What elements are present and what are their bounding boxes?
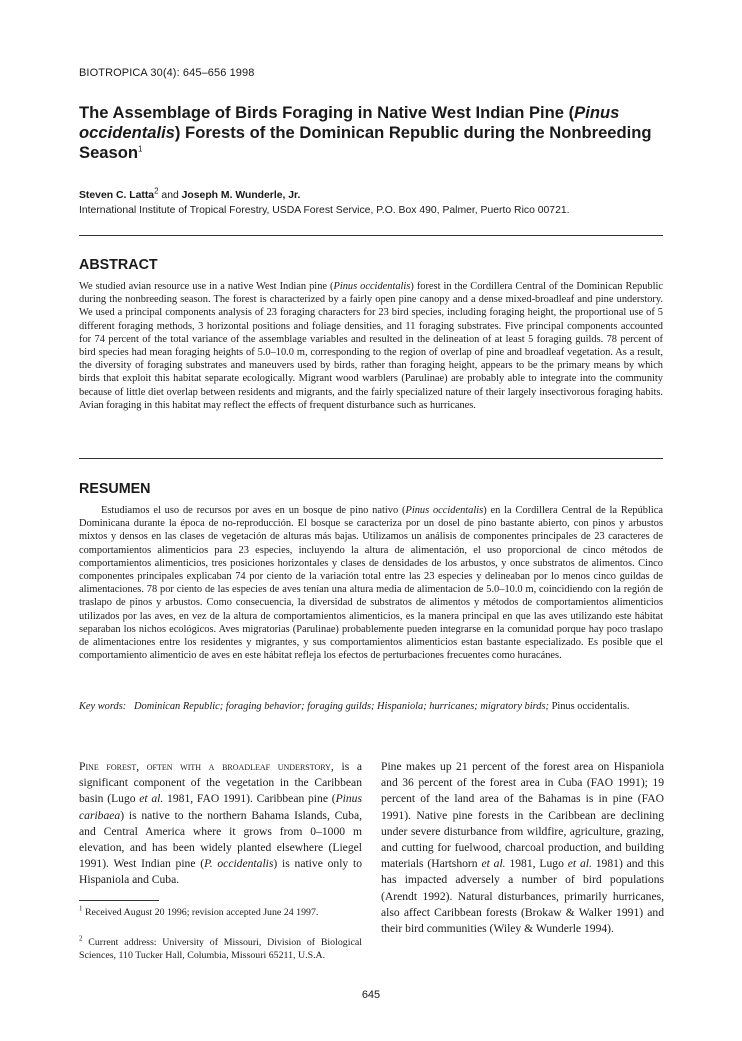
body-column-left xyxy=(79,759,362,889)
page-number: 645 xyxy=(361,989,381,1001)
author-conjunction: and xyxy=(158,190,182,201)
article-title xyxy=(79,103,679,163)
title-part-1: The Assemblage of Birds Foraging in Native West Indian Pine ( xyxy=(79,103,575,122)
author-affiliation: International Institute of Tropical Forestry, USDA Forest Service, P.O. Box 490, Palmer, Puerto Rico 00721. xyxy=(79,205,570,216)
keywords-tail: Pinus occidentalis. xyxy=(548,701,630,712)
abstract-body xyxy=(79,280,663,412)
footnote-1-mark: 1 xyxy=(79,904,83,913)
body-left-text-3: ) is native to the northern Bahama Islands, Cuba, and Central America where it grows from 0–1000 m elevation, and has been widely planted elsewhere (Liegel 1991). West Indian pine ( xyxy=(79,808,362,871)
keywords-label: Key words: xyxy=(79,701,127,712)
title-footnote-mark: 1 xyxy=(138,144,143,154)
body-left-species-2: P. occidentalis xyxy=(204,857,274,871)
title-part-2: ) Forests of the Dominican Republic during the Nonbreeding Season xyxy=(79,123,652,162)
keywords xyxy=(79,700,663,713)
abstract-heading: ABSTRACT xyxy=(79,257,158,273)
footnote-2 xyxy=(79,936,362,962)
body-lead-in: Pine forest, often with a broadleaf understory, xyxy=(79,760,334,773)
body-left-text-4: ) is native only to Hispaniola and Cuba. xyxy=(79,857,363,887)
resumen-species-name: Pinus occidentalis xyxy=(405,505,484,516)
title-species-name: Pinus occidentalis xyxy=(79,103,620,142)
author-1: Steven C. Latta xyxy=(79,190,155,201)
body-right-text-2: 1981, Lugo xyxy=(505,857,568,871)
footnote-1-text: Received August 20 1996; revision accepted June 24 1997. xyxy=(82,907,319,918)
body-left-etal: et al. xyxy=(139,792,164,806)
divider-top xyxy=(79,235,663,236)
abstract-text-start: We studied avian resource use in a native West Indian pine ( xyxy=(79,281,334,292)
resumen-heading: RESUMEN xyxy=(79,481,151,497)
body-right-text-3: 1981) and this has impacted adversely a number of bird populations (Arendt 1992). Natural disturbances, primarily hurricanes, also affect Caribbean forests (Brokaw & Walker 1991) and their bird communities (Wiley & Wunderle 1994). xyxy=(381,857,665,936)
journal-reference: BIOTROPICA 30(4): 645–656 1998 xyxy=(79,67,255,79)
author-2: Joseph M. Wunderle, Jr. xyxy=(181,190,301,201)
keywords-list: Dominican Republic; foraging behavior; foraging guilds; Hispaniola; hurricanes; migratory birds; xyxy=(134,701,549,712)
author-1-footnote-mark: 2 xyxy=(154,186,159,196)
footnote-2-text: Current address: University of Missouri, Division of Biological Sciences, 110 Tucker Hall, Columbia, Missouri 65211, U.S.A. xyxy=(79,937,362,961)
body-left-species-1: Pinus caribaea xyxy=(79,792,362,822)
resumen-body xyxy=(79,504,663,662)
resumen-text-rest: ) en la Cordillera Central de la República Dominicana durante la época de no-reproducción. El bosque se caracteriza por un dosel de pino bastante abierto, con pinos y arbustos mixtos y densos en las clases de vegetación de alturas más bajas. Utilizamos un análisis de componentes principales de 23 caracteres de comportamientos alimenticios para 23 especies, incluyendo la altura de alimentación, el uso proporcional de cinco métodos de comportamientos alimenticios, tres posiciones horizontales y clases de densidades de los arbustos, y once substratos de alimentos. Cinco componentes principales explicaban 74 por ciento de la variación total entre las 23 especies y delineaban por lo menos cinco guildas de alimentaciones. 78 por ciento de las especies de aves tenían una altura media de alimentacion de 5.0–10.0 m, coincidiendo con la región de traslapo de pinos y arbustos. Como consecuencia, la diversidad de substratos de alimentos y métodos de comportamientos alimenticios utilizados por las aves, en vez de la altura de comportamientos alimenticios, es la manera principal en que las aves utilizando este hábitat separaban los nichos ecológicos. Aves migratorias (Parulinae) probablemente pueden integrarse en la comunidad porque hay poco traslapo de alimentaciones entre los residentes y migrantes, y sus comportamientos alimenticios estan bastante especializado. Es posible que el comportamiento alimenticio de aves en este hábitat refleja los efectos de perturbaciones frecuentes como huracánes. xyxy=(79,505,663,662)
footnote-1 xyxy=(79,906,362,919)
body-column-right xyxy=(381,759,664,937)
abstract-species-name: Pinus occidentalis xyxy=(333,281,411,292)
footnote-divider xyxy=(79,900,159,901)
abstract-text-rest: ) forest in the Cordillera Central of the Dominican Republic during the nonbreeding season. The forest is characterized by a fairly open pine canopy and a dense mixed-broadleaf and pine understory. We used a principal components analysis of 23 foraging characters for 23 bird species, including foraging height, the proportional use of 5 different foraging methods, 3 horizontal positions and foliage densities, and 11 foraging substrates. Five principal components accounted for 74 percent of the total variance of the assemblage variables and resulted in the delineation of at least 5 foraging guilds. 78 percent of bird species had mean foraging heights of 5.0–10.0 m, corresponding to the region of overlap of pine and broadleaf vegetation. As a result, the diversity of foraging substrates and maneuvers used by birds, rather than foraging height, appears to be the primary means by which birds that exploit this habitat separate ecologically. Migrant wood warblers (Parulinae) are probably able to integrate into the community because of little diet overlap between residents and migrants, and the fairly specialized nature of their largely insectivorous foraging habits. Avian foraging in this habitat may reflect the effects of frequent disturbance such as hurricanes. xyxy=(79,281,664,411)
body-right-etal-2: et al. xyxy=(567,857,592,871)
resumen-text-start: Estudiamos el uso de recursos por aves en un bosque de pino nativo ( xyxy=(101,505,406,516)
body-right-text-1: Pine makes up 21 percent of the forest area on Hispaniola and 36 percent of the forest area in Cuba (FAO 1991); 19 percent of the land area of the Bahamas is in pine (FAO 1991). Native pine forests in the Caribbean are declining under severe disturbance from wildfire, agriculture, grazing, and cutting for fuelwood, charcoal production, and building materials (Hartshorn xyxy=(381,760,664,871)
body-right-etal-1: et al. xyxy=(481,857,506,871)
author-line xyxy=(79,186,301,201)
divider-middle xyxy=(79,458,663,459)
body-left-text-1: is a significant component of the vegetation in the Caribbean basin (Lugo xyxy=(79,760,362,806)
footnote-2-mark: 2 xyxy=(79,934,83,943)
body-left-text-2: 1981, FAO 1991). Caribbean pine ( xyxy=(163,792,336,806)
